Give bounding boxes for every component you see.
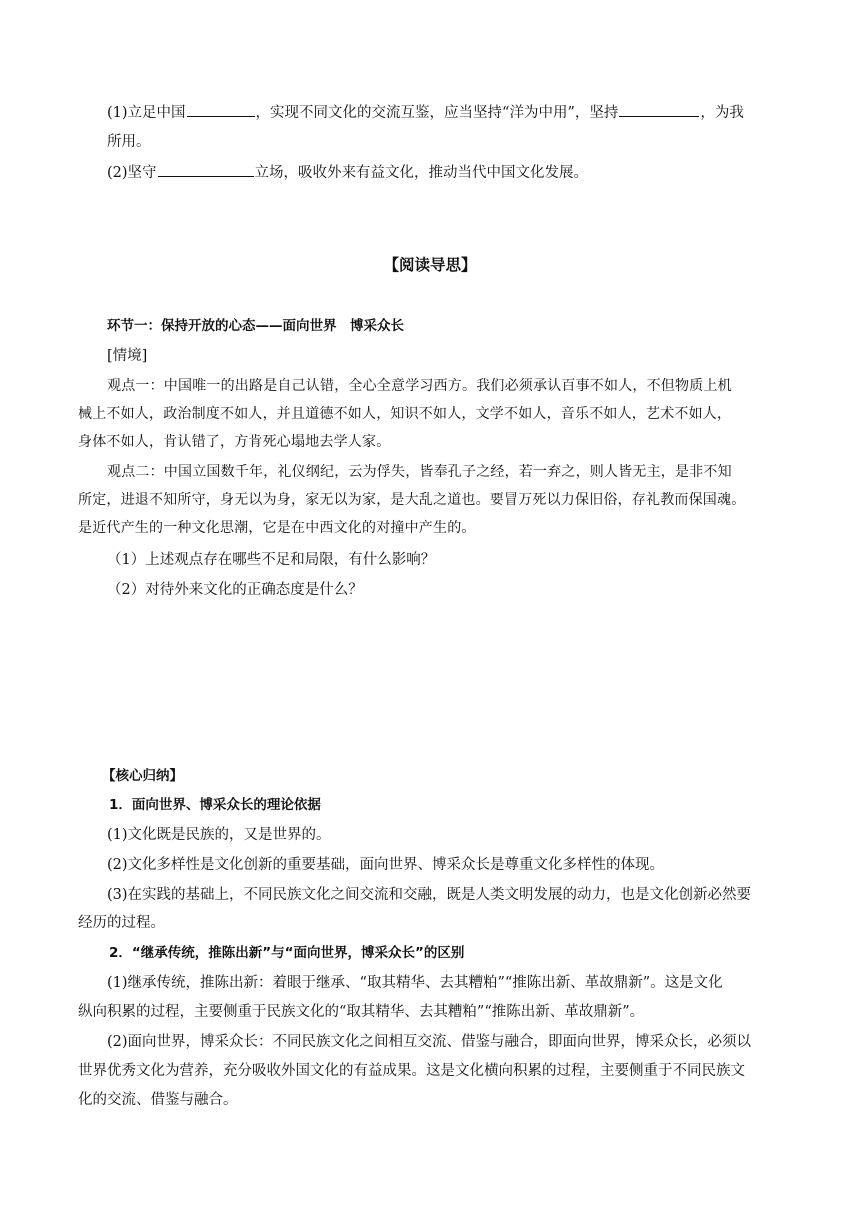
q1-suffix: ，为我	[700, 105, 744, 121]
core-summary-title: 【核心归纳】	[102, 768, 183, 784]
reading-guide-title: 【阅读导思】	[383, 256, 477, 274]
point-1-heading: 1．面向世界、博采众长的理论依据	[109, 797, 321, 813]
q1-line2: 所用。	[107, 134, 151, 150]
question-1: （1）上述观点存在哪些不足和局限，有什么影响？	[107, 552, 436, 568]
q2-suffix: 立场，吸收外来有益文化，推动当代中国文化发展。	[254, 165, 589, 181]
fill-in-question-2	[0, 162, 860, 183]
viewpoint-2-line-2: 所定，进退不知所守，身无以为身，家无以为家，是大乱之道也。要冒万死以力保旧俗，存礼教而保国魂。	[78, 492, 746, 508]
viewpoint-2-line-3: 是近代产生的一种文化思潮，它是在中西文化的对撞中产生的。	[78, 520, 476, 536]
answer-blank-3[interactable]	[158, 162, 254, 177]
point-2-item-2: (2)面向世界，博采众长：不同民族文化之间相互交流、借鉴与融合，即面向世界，博采众长，必须以	[107, 1034, 752, 1050]
point-2-item-2-cont: 世界优秀文化为营养，充分吸收外国文化的有益成果。这是文化横向积累的过程，主要侧重于不同民族文	[78, 1063, 745, 1079]
q1-mid: ，实现不同文化的交流互鉴，应当坚持“洋为中用”，坚持	[255, 105, 619, 121]
section-heading: 环节一：保持开放的心态——面向世界 博采众长	[107, 318, 404, 334]
point-1-item-3: (3)在实践的基础上，不同民族文化之间交流和交融，既是人类文明发展的动力，也是文化创新必然要	[107, 887, 752, 903]
viewpoint-1-line-1: 观点一：中国唯一的出路是自己认错，全心全意学习西方。我们必须承认百事不如人，不但物质上机	[107, 378, 732, 394]
question-2: （2）对待外来文化的正确态度是什么？	[107, 582, 363, 598]
point-2-item-1-cont: 纵向积累的过程，主要侧重于民族文化的“取其精华、去其糟粕”“推陈出新、革故鼎新”。	[78, 1004, 645, 1020]
point-2-heading: 2．“继承传统，推陈出新”与“面向世界，博采众长”的区别	[109, 945, 465, 961]
q1-prefix: (1)立足中国	[107, 105, 186, 121]
fill-in-question-1	[0, 102, 860, 123]
answer-blank-1[interactable]	[187, 102, 255, 117]
q2-prefix: (2)坚守	[107, 165, 157, 181]
point-2-item-1: (1)继承传统，推陈出新：着眼于继承、“取其精华、去其糟粕”“推陈出新、革故鼎新”。这是文化	[107, 975, 723, 991]
fill-in-question-1-cont	[0, 132, 860, 152]
viewpoint-1-line-3: 身体不如人，肯认错了，方肯死心塌地去学人家。	[78, 434, 391, 450]
point-2-item-2-end: 化的交流、借鉴与融合。	[78, 1092, 238, 1108]
point-1-item-1: (1)文化既是民族的，又是世界的。	[107, 827, 331, 843]
point-1-item-2: (2)文化多样性是文化创新的重要基础，面向世界、博采众长是尊重文化多样性的体现。	[107, 857, 665, 873]
viewpoint-2-line-1: 观点二：中国立国数千年，礼仪纲纪，云为俘失，皆奉孔子之经，若一弃之，则人皆无主，是非不知	[107, 464, 732, 480]
point-1-item-3-cont: 经历的过程。	[78, 915, 165, 931]
context-label: [情境]	[107, 348, 148, 364]
viewpoint-1-line-2: 械上不如人，政治制度不如人，并且道德不如人，知识不如人，文学不如人，音乐不如人，艺术不如人，	[78, 406, 732, 422]
answer-blank-2[interactable]	[619, 102, 699, 117]
